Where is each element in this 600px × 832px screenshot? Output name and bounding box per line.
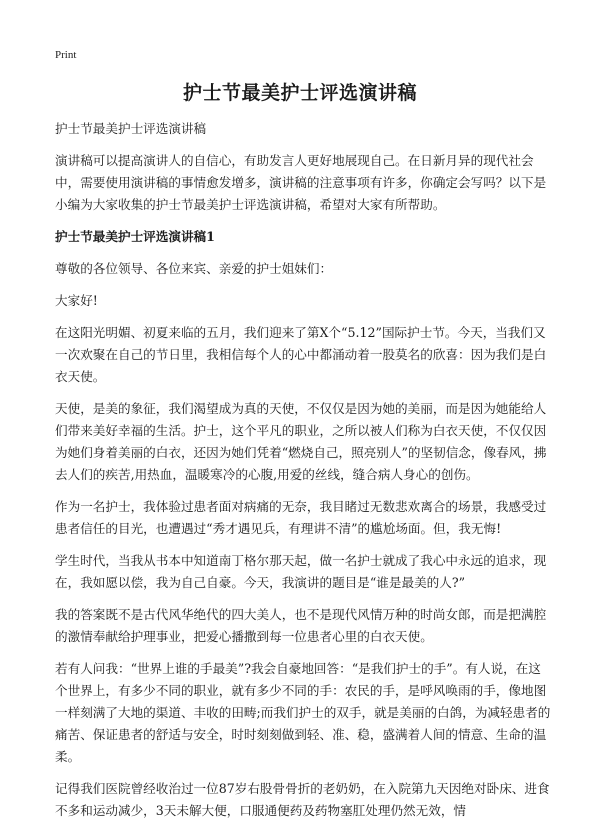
document-body [55,118,552,832]
paragraph: 记得我们医院曾经收治过一位87岁右股骨骨折的老奶奶，在入院第九天因绝对卧床、进食不多和运动减少，3天未解大便，口服通便药及药物塞肛处理仍然无效，情 [55,781,550,818]
document-subtitle: 护士节最美护士评选演讲稿 [55,121,207,136]
paragraph: 大家好! [55,293,98,308]
paragraph: 尊敬的各位领导、各位来宾、亲爱的护士姐妹们： [55,261,333,276]
paragraph: 在这阳光明媚、初夏来临的五月，我们迎来了第X个“5.12”国际护士节。今天，当我们又一次欢聚在自己的节日里，我相信每个人的心中都涌动着一股莫名的欣喜：因为我们是白衣天使。 [55,325,547,384]
paragraph: 学生时代，当我从书本中知道南丁格尔那天起，做一名护士就成了我心中永远的追求，现在，我如愿以偿，我为自己自豪。今天，我演讲的题目是“谁是最美的人?” [55,553,547,590]
paragraph: 天使，是美的象征，我们渴望成为真的天使，不仅仅是因为她的美丽，而是因为她能给人们带来美好幸福的生活。护士，这个平凡的职业，之所以被人们称为白衣天使，不仅仅因为她们身着美丽的白衣，还因为她们凭着“燃烧自己，照亮别人”的坚韧信念，像春风，拂去人们的疾苦,用热血，温暖寒冷的心腹,用爱的丝线，缝合病人身心的创伤。 [55,401,547,482]
print-link[interactable]: Print [55,49,77,61]
paragraph: 若有人问我：“世界上谁的手最美”?我会自豪地回答：“是我们护士的手”。有人说，在这个世界上，有多少不同的职业，就有多少不同的手：农民的手，是呼风唤雨的手，像地图一样刻满了大地的渠道、丰收的田畴;而我们护士的双手，就是美丽的白鸽，为减轻患者的痛苦、保证患者的舒适与安全，时时刻刻做到轻、准、稳，盛满着人间的情意、生命的温柔。 [55,661,551,764]
document-title: 护士节最美护士评选演讲稿 [182,82,417,104]
paragraph: 作为一名护士，我体验过患者面对病痛的无奈，我目睹过无数悲欢离合的场景，我感受过患者信任的目光，也遭遇过“秀才遇见兵，有理讲不清”的尴尬场面。但，我无悔! [55,499,547,536]
paragraph: 我的答案既不是古代风华绝代的四大美人，也不是现代风情万种的时尚女郎，而是把满腔的激情奉献给护理事业，把爱心播撒到每一位患者心里的白衣天使。 [55,607,547,644]
section-heading: 护士节最美护士评选演讲稿1 [55,229,215,244]
intro-paragraph: 演讲稿可以提高演讲人的自信心，有助发言人更好地展现自己。在日新月异的现代社会中，需要使用演讲稿的事情愈发增多，演讲稿的注意事项有许多，你确定会写吗？以下是小编为大家收集的护士节最美护士评选演讲稿，希望对大家有所帮助。 [55,153,547,212]
